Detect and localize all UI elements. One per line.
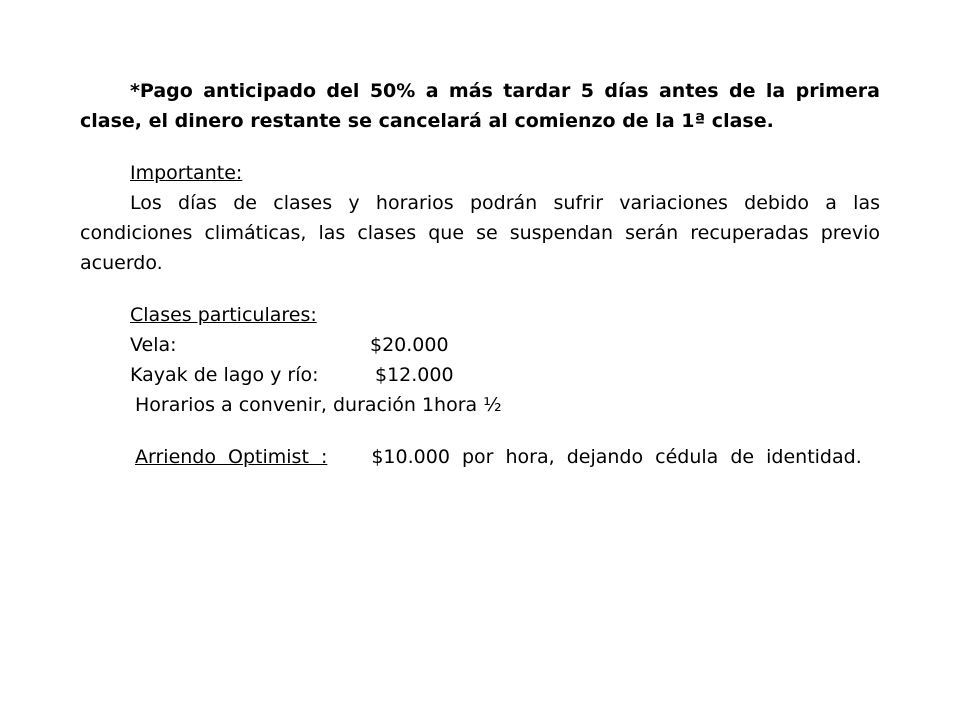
rental-price: $10.000 <box>371 446 450 468</box>
rental-text: por hora, dejando cédula de identidad. <box>461 446 862 468</box>
schedule-note: Horarios a convenir, duración 1hora ½ <box>135 394 502 416</box>
price-value: $20.000 <box>370 334 449 356</box>
spacer <box>80 278 880 300</box>
private-classes-heading: Clases particulares: <box>130 304 317 326</box>
important-heading: Importante: <box>130 162 243 184</box>
important-text: Los días de clases y horarios podrán sufrir variaciones debido a las condiciones climáticas, las clases que se suspendan serán recuperadas previo acuerdo. <box>80 192 880 274</box>
price-label: Kayak de lago y río: <box>130 364 319 386</box>
rental-label: Arriendo Optimist : <box>135 446 328 468</box>
price-label: Vela: <box>130 334 177 356</box>
spacer <box>80 420 880 442</box>
price-row-vela <box>80 330 880 360</box>
price-value: $12.000 <box>375 364 454 386</box>
spacer <box>80 136 880 158</box>
price-row-kayak <box>80 360 880 390</box>
rental-paragraph <box>80 442 880 472</box>
payment-note: *Pago anticipado del 50% a más tardar 5 días antes de la primera clase, el dinero restante se cancelará al comienzo de la 1ª clase. <box>80 80 880 132</box>
slide-content <box>80 76 880 472</box>
